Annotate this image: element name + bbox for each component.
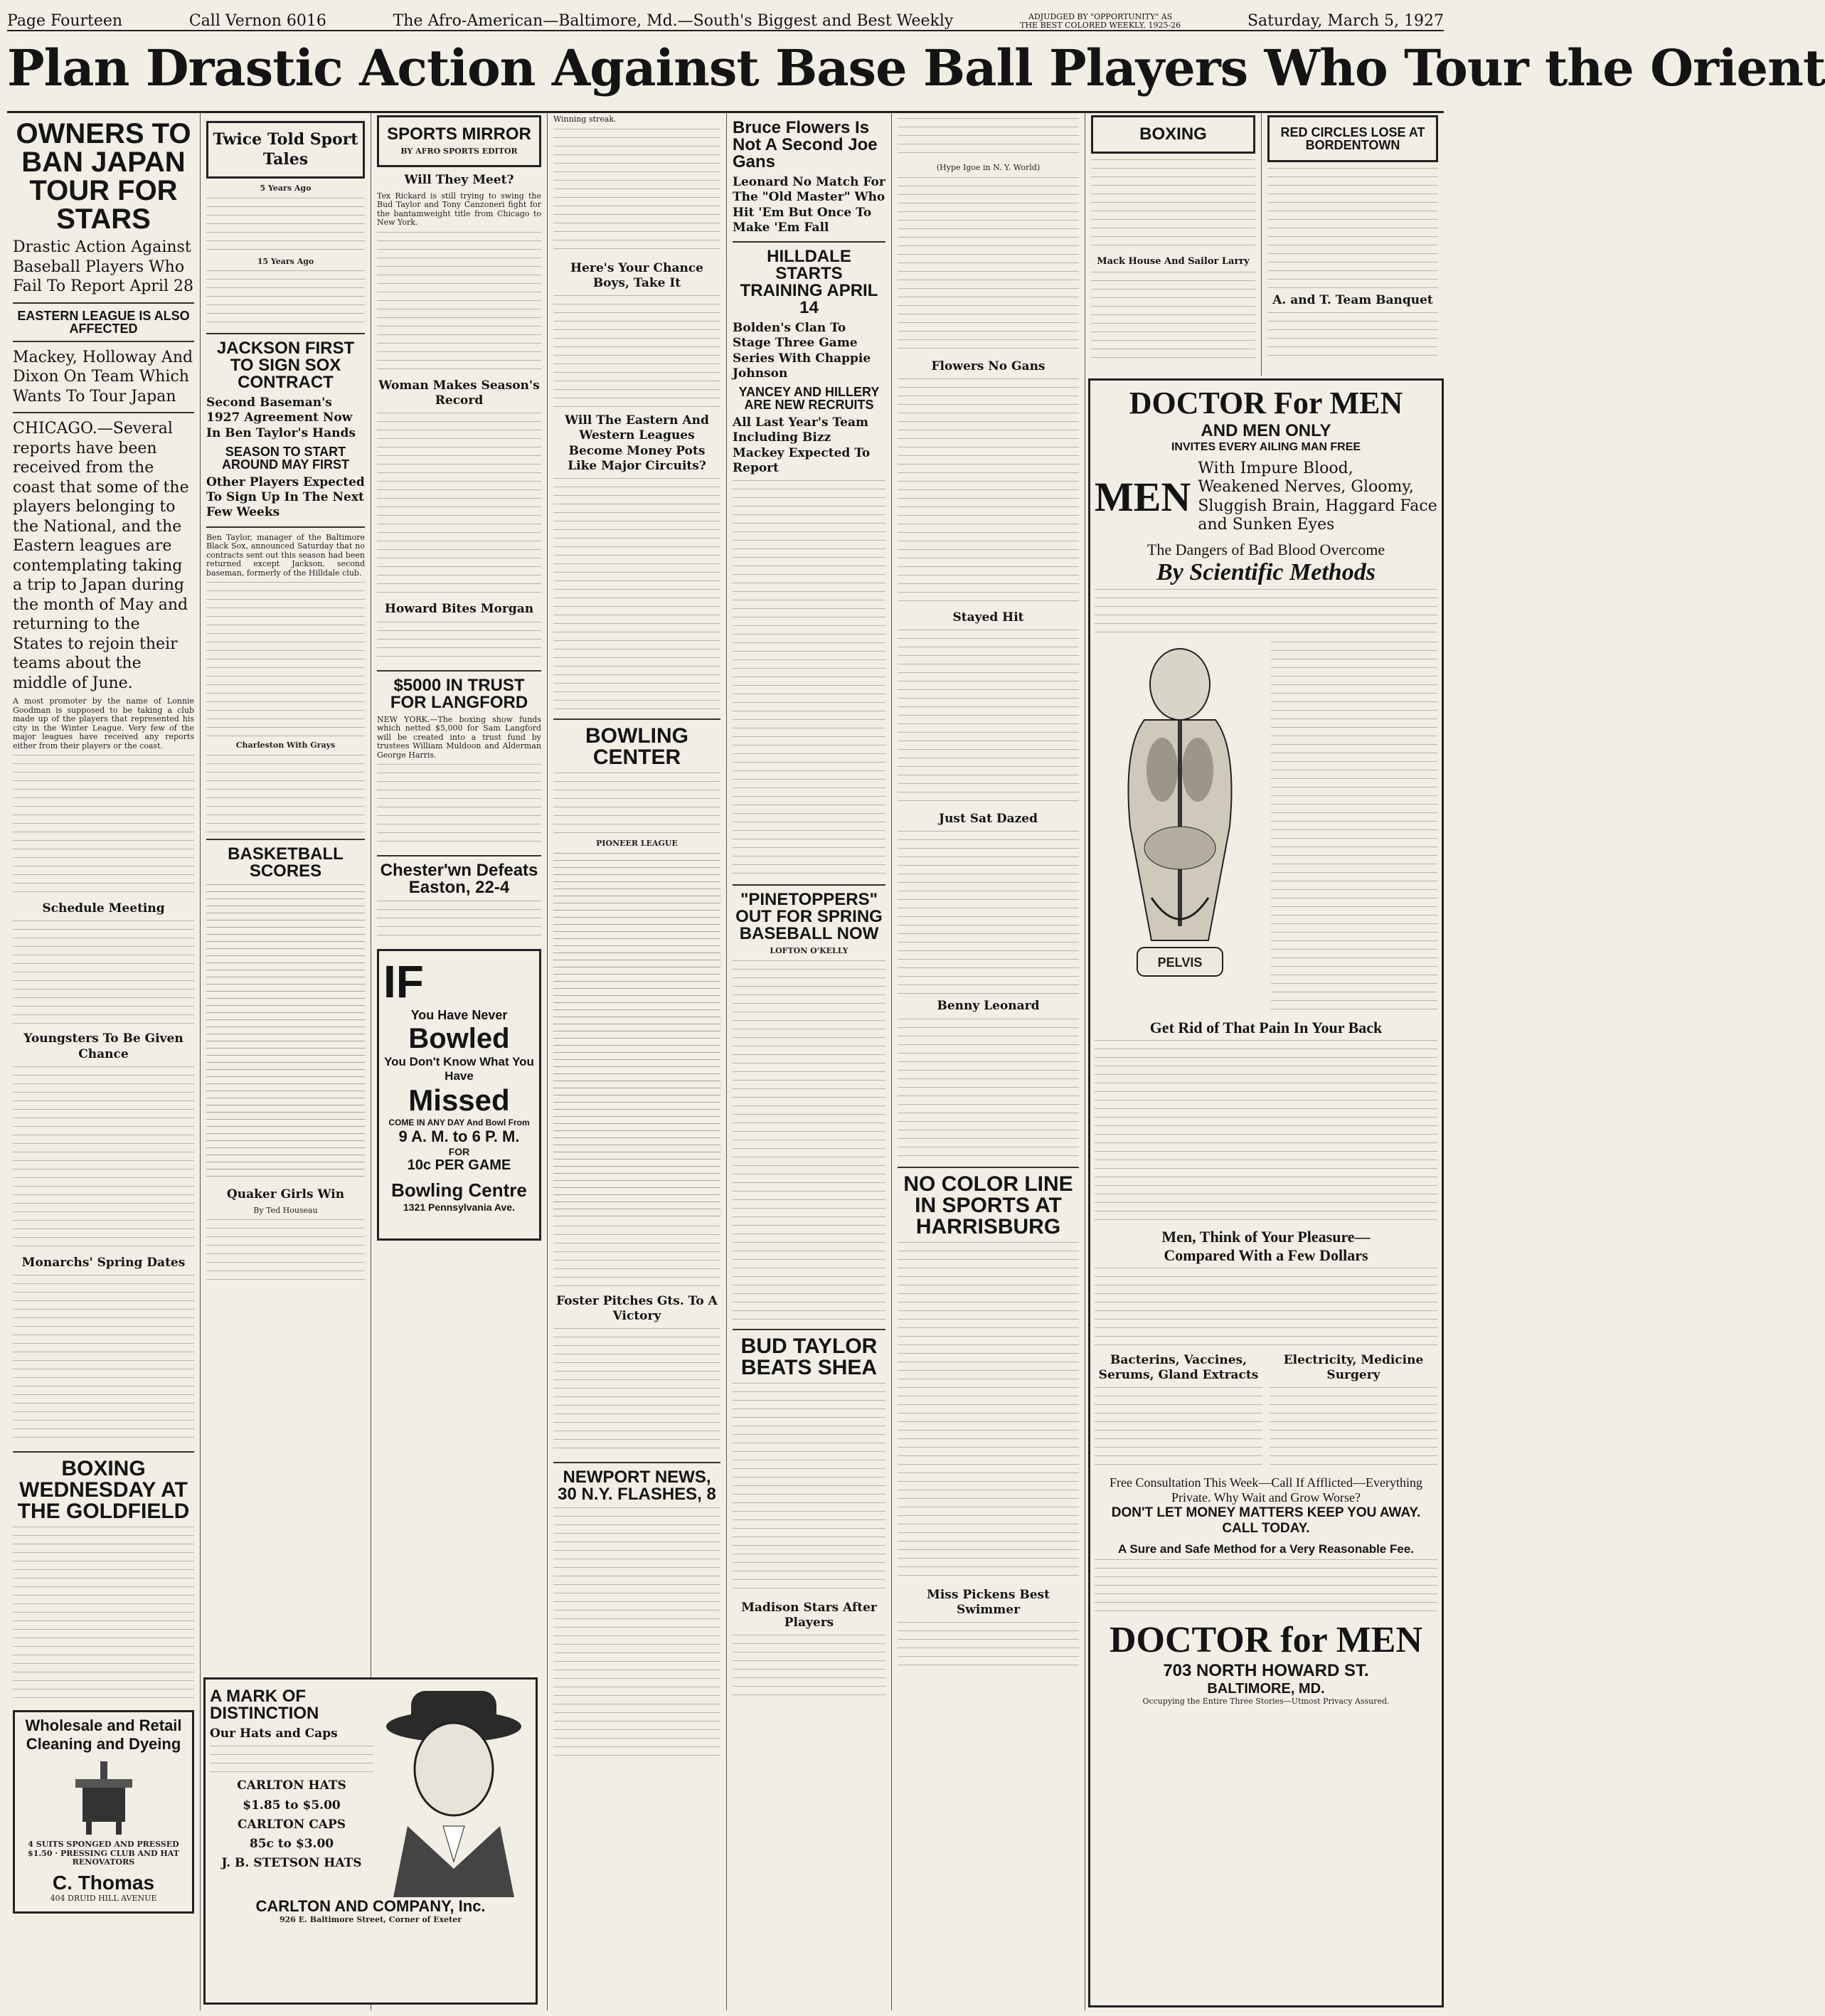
box-scores-table (206, 884, 365, 1183)
doctor-money: DON'T LET MONEY MATTERS KEEP YOU AWAY. CALL TODAY. (1111, 1505, 1421, 1537)
headline-japan-tour: OWNERS TO BAN JAPAN TOUR FOR STARS (16, 118, 191, 235)
red-circles-box (1267, 115, 1438, 162)
column-7 (1085, 112, 1262, 376)
cleaning-ad-services: 4 SUITS SPONGED AND PRESSED $1.50 · PRESSING CLUB AND HAT RENOVATORS (28, 1840, 179, 1867)
ad-text-block (1095, 1559, 1437, 1616)
page-header (7, 6, 1444, 31)
ad-missed: Missed (408, 1083, 510, 1117)
cleaning-ad-address: 404 DRUID HILL AVENUE (50, 1893, 157, 1903)
article-text-block (377, 764, 541, 849)
subhead-monarchs: Monarchs' Spring Dates (21, 1255, 186, 1270)
lead-paragraph: CHICAGO.—Several reports have been received from the coast that some of the players belonging to the National, and the Eastern leagues are contemplating taking a trip to Japan during the month of May and returning to the States to rejoin their teams about the middle of June. (13, 420, 189, 692)
subhead-chance: Here's Your Chance Boys, Take It (570, 260, 703, 290)
divider (13, 341, 194, 342)
doctor-methods: By Scientific Methods (1156, 558, 1376, 585)
deck-second-baseman: Second Baseman's 1927 Agreement Now In Ben Taylor's Hands (206, 396, 356, 440)
divider (13, 302, 194, 304)
subhead-flowers-no-gans: Flowers No Gans (931, 359, 1045, 373)
article-text-block (377, 901, 541, 943)
article-body: NEW YORK.—The boxing show funds which netted $5,000 for Sam Langford will be created into a trust fund by trustees William Muldoon and Alderman George Harris. (377, 714, 541, 760)
doctor-city: BALTIMORE, MD. (1207, 1681, 1325, 1697)
continued-text: Winning streak. (553, 115, 617, 124)
pioneer-league-title: PIONEER LEAGUE (596, 839, 678, 848)
column-4 (548, 112, 727, 2010)
subhead-schedule: Schedule Meeting (42, 901, 165, 916)
doctor-privacy: Occupying the Entire Three Stories—Utmost Privacy Assured. (1142, 1697, 1390, 1707)
doctor-think: Men, Think of Your Pleasure— (1161, 1227, 1371, 1246)
headline-bruce-flowers: Bruce Flowers Is Not A Second Joe Gans (733, 118, 878, 171)
divider (377, 670, 541, 672)
article-body: A most promoter by the name of Lonnie Goodman is supposed to be taking a club made up of the players that represented his city in the Winter League. Very few of the major leagues have received any reports either from their players or the coast. (13, 696, 194, 750)
byline-houseau: By Ted Houseau (253, 1205, 318, 1215)
headline-no-color-line: NO COLOR LINE IN SPORTS AT HARRISBURG (903, 1172, 1073, 1238)
subhead-just-sat-dazed: Just Sat Dazed (939, 812, 1038, 826)
carlton-address: 926 E. Baltimore Street, Corner of Exeter (279, 1915, 462, 1924)
carlton-ad-sub: Our Hats and Caps (210, 1726, 338, 1741)
column-3 (371, 112, 548, 2010)
article-text-block (898, 1622, 1079, 1672)
pressing-machine-icon (72, 1758, 136, 1836)
ad-address: 1321 Pennsylvania Ave. (403, 1201, 515, 1213)
article-text-block (13, 1527, 194, 1704)
headline-eastern-league: EASTERN LEAGUE IS ALSO AFFECTED (17, 308, 190, 336)
adjudged-note: ADJUDGED BY "OPPORTUNITY" AS THE BEST COLORED WEEKLY, 1925-26 (1020, 12, 1181, 30)
headline-jackson: JACKSON FIRST TO SIGN SOX CONTRACT (216, 339, 355, 392)
article-text-block (1091, 272, 1255, 364)
headline-yancey: YANCEY AND HILLERY ARE NEW RECRUITS (738, 385, 880, 412)
doctor-subtitle: AND MEN ONLY (1201, 421, 1331, 440)
ad-hours: 9 A. M. to 6 P. M. (398, 1128, 520, 1145)
article-text-block (898, 1242, 1079, 1583)
doctor-dangers: The Dangers of Bad Blood Overcome (1146, 540, 1385, 558)
doctor-invites: INVITES EVERY AILING MAN FREE (1171, 441, 1361, 453)
deck-mackey: Mackey, Holloway And Dixon On Team Which Wants To Tour Japan (13, 348, 193, 405)
article-text-block (206, 1219, 365, 1283)
ad-if: IF (383, 956, 424, 1007)
doctor-consult: Free Consultation This Week—Call If Afflicted—Everything Private. Why Wait and Grow Worse? (1110, 1475, 1422, 1505)
article-text-block (206, 582, 365, 738)
ad-for: FOR (448, 1146, 470, 1157)
article-text-block (553, 295, 720, 409)
article-text-block (733, 1635, 885, 1699)
page-number: Page Fourteen (7, 12, 123, 30)
divider (553, 718, 720, 720)
subhead-miss-pickens: Miss Pickens Best Swimmer (927, 1587, 1050, 1617)
pelvis-label: PELVIS (1157, 955, 1203, 970)
subhead-benny-leonard: Benny Leonard (937, 999, 1040, 1014)
article-text-block (733, 960, 885, 1323)
article-text-block (898, 831, 1079, 994)
phone-number: Call Vernon 6016 (188, 12, 326, 30)
bowling-scores-table (553, 853, 720, 1223)
column-8 (1262, 112, 1444, 376)
divider (553, 1462, 720, 1463)
doctor-title: DOCTOR For MEN (1129, 386, 1403, 420)
subhead-madison: Madison Stars After Players (741, 1600, 877, 1630)
divider (13, 412, 194, 413)
ad-text-block (210, 1746, 373, 1774)
divider (733, 1329, 885, 1330)
cleaning-ad (13, 1710, 194, 1914)
subhead-stayed-hit: Stayed Hit (952, 610, 1024, 625)
doctor-safe: A Sure and Safe Method for a Very Reasonable Fee. (1118, 1542, 1414, 1556)
headline-season-start: SEASON TO START AROUND MAY FIRST (221, 444, 349, 472)
doctor-electricity: Electricity, Medicine Surgery (1283, 1352, 1424, 1382)
article-text-block (206, 755, 365, 833)
ad-text-block (1270, 1387, 1437, 1473)
column-6 (892, 112, 1085, 2010)
byline-afro: BY AFRO SPORTS EDITOR (400, 147, 518, 156)
article-text-block (898, 118, 1079, 161)
article-text-block (377, 232, 541, 374)
carlton-caps-label: CARLTON CAPS (237, 1817, 346, 1832)
divider (206, 333, 365, 334)
cleaning-ad-title: Wholesale and Retail Cleaning and Dyeing (25, 1717, 182, 1753)
column-5 (727, 112, 892, 2010)
article-text-block (898, 378, 1079, 606)
divider (898, 1167, 1079, 1168)
anatomy-figure-illustration (1095, 642, 1265, 1012)
article-text-block (377, 413, 541, 598)
article-body: Tex Rickard is still trying to swing the Bud Taylor and Tony Canzoneri fight for the bantamweight title from Chicago to New York. (377, 191, 541, 228)
article-body: Ben Taylor, manager of the Baltimore Black Sox, announced Saturday that no contracts sent out this season had been returned except Jackson, second baseman, formerly of the Hilldale club. (206, 532, 365, 578)
sports-mirror-box (377, 115, 541, 167)
ad-line-3: COME IN ANY DAY And Bowl From (388, 1118, 530, 1128)
carlton-hats-price: $1.85 to $5.00 (243, 1798, 341, 1813)
article-text-block (553, 1328, 720, 1456)
carlton-ad-headline: A MARK OF DISTINCTION (210, 1687, 319, 1723)
ad-bowled: Bowled (408, 1023, 510, 1054)
ad-text-block (1095, 1387, 1262, 1473)
twice-told-box (206, 121, 365, 179)
headline-chestertown: Chester'wn Defeats Easton, 22-4 (380, 861, 538, 897)
divider (206, 526, 365, 528)
divider (206, 839, 365, 840)
article-text-block (553, 129, 720, 257)
ad-text-block (1271, 642, 1437, 1012)
doctor-for-men-ad (1088, 378, 1444, 2007)
issue-date: Saturday, March 5, 1927 (1247, 12, 1444, 30)
headline-langford: $5000 IN TRUST FOR LANGFORD (390, 675, 528, 712)
bowling-centre-ad (377, 949, 541, 1241)
doctor-men-word: MEN (1095, 474, 1191, 521)
carlton-company: CARLTON AND COMPANY, Inc. (255, 1897, 486, 1915)
article-text-block (377, 622, 541, 664)
carlton-caps-price: 85c to $3.00 (249, 1837, 334, 1851)
article-text-block (13, 1066, 194, 1251)
headline-bowling-center: BOWLING CENTER (585, 724, 688, 769)
article-text-block (1267, 312, 1438, 362)
byline-okelly: LOFTON O'KELLY (770, 946, 848, 955)
article-text-block (553, 1226, 720, 1290)
headline-newport-news: NEWPORT NEWS, 30 N.Y. FLASHES, 8 (558, 1468, 716, 1504)
article-text-block (553, 773, 720, 837)
article-text-block (206, 270, 365, 327)
ad-line-2: You Don't Know What You Have (384, 1055, 534, 1083)
doctor-compared: Compared With a Few Dollars (1164, 1246, 1368, 1264)
article-text-block (1267, 168, 1438, 289)
article-text-block (13, 921, 194, 1027)
cleaning-ad-name: C. Thomas (52, 1871, 155, 1894)
article-text-block (553, 478, 720, 713)
column-1 (7, 112, 201, 2010)
doctor-address: 703 NORTH HOWARD ST. (1163, 1661, 1369, 1681)
deck-drastic-action: Drastic Action Against Baseball Players Who Fail To Report April 28 (13, 238, 193, 295)
headline-boxing: BOXING (1139, 124, 1207, 144)
article-text-block (206, 198, 365, 255)
subhead-leagues: Will The Eastern And Western Leagues Become Money Pots Like Major Circuits? (565, 413, 709, 473)
doctor-bottom-title: DOCTOR for MEN (1109, 1620, 1423, 1661)
stetson-label: J. B. STETSON HATS (221, 1856, 362, 1871)
doctor-bacterins: Bacterins, Vaccines, Serums, Gland Extracts (1098, 1352, 1259, 1382)
article-text-block (898, 630, 1079, 807)
subhead-at-banquet: A. and T. Team Banquet (1272, 293, 1433, 307)
deck-last-year: All Last Year's Team Including Bizz Mackey Expected To Report (733, 415, 871, 475)
ad-bowling-centre: Bowling Centre (391, 1179, 527, 1201)
subhead-5-years: 5 Years Ago (260, 184, 312, 193)
subhead-charleston: Charleston With Grays (235, 741, 336, 750)
carlton-hats-label: CARLTON HATS (237, 1778, 346, 1793)
divider (13, 1451, 194, 1453)
ad-text-block (1095, 1268, 1437, 1346)
headline-pinetoppers: "PINETOPPERS" OUT FOR SPRING BASEBALL NOW (735, 890, 883, 943)
doctor-pain: Get Rid of That Pain In Your Back (1149, 1018, 1383, 1036)
ad-line-1: You Have Never (410, 1008, 508, 1022)
article-text-block (733, 1383, 885, 1596)
subhead-youngsters: Youngsters To Be Given Chance (23, 1031, 183, 1061)
article-text-block (553, 1507, 720, 1763)
banner-headline: Plan Drastic Action Against Base Ball Players Who Tour the Orient (7, 33, 1444, 113)
headline-basketball: BASKETBALL SCORES (228, 844, 344, 881)
headline-bud-taylor: BUD TAYLOR BEATS SHEA (740, 1334, 878, 1379)
headline-red-circles: RED CIRCLES LOSE AT BORDENTOWN (1280, 125, 1425, 152)
headline-hilldale: HILLDALE STARTS TRAINING APRIL 14 (740, 247, 878, 317)
deck-other-players: Other Players Expected To Sign Up In The Next Few Weeks (206, 474, 365, 520)
headline-boxing-wednesday: BOXING WEDNESDAY AT THE GOLDFIELD (17, 1457, 190, 1523)
byline-igoe: (Hype Igoe in N. Y. World) (936, 163, 1041, 172)
divider (733, 241, 885, 243)
subhead-quaker: Quaker Girls Win (226, 1187, 345, 1201)
article-text-block (1091, 159, 1255, 252)
article-text-block (898, 1019, 1079, 1161)
subhead-foster: Foster Pitches Gts. To A Victory (556, 1293, 718, 1323)
article-text-block (898, 177, 1079, 355)
doctor-symptoms: With Impure Blood, Weakened Nerves, Gloomy, Sluggish Brain, Haggard Face and Sunken Eyes (1198, 460, 1437, 534)
ad-text-block (1095, 1040, 1437, 1225)
subhead-will-they-meet: Will They Meet? (404, 172, 514, 187)
subhead-howard: Howard Bites Morgan (384, 602, 534, 617)
masthead: The Afro-American—Baltimore, Md.—South's Biggest and Best Weekly (393, 12, 954, 30)
article-text-block (13, 755, 194, 897)
boxing-box (1091, 115, 1255, 154)
ad-price: 10c PER GAME (407, 1157, 511, 1173)
ad-text-block (1095, 589, 1437, 639)
deck-leonard: Leonard No Match For The "Old Master" Who Hit 'Em But Once To Make 'Em Fall (733, 175, 885, 235)
headline-sports-mirror: SPORTS MIRROR (387, 124, 531, 144)
divider (733, 884, 885, 886)
subhead-15-years: 15 Years Ago (257, 256, 314, 266)
article-text-block (13, 1275, 194, 1445)
divider (377, 855, 541, 856)
article-text-block (733, 480, 885, 879)
headline-twice-told: Twice Told Sport Tales (213, 130, 358, 169)
subhead-mack-house: Mack House And Sailor Larry (1097, 256, 1250, 267)
deck-bolden: Bolden's Clan To Stage Three Game Series With Chappie Johnson (733, 321, 871, 381)
subhead-woman: Woman Makes Season's Record (378, 378, 540, 408)
